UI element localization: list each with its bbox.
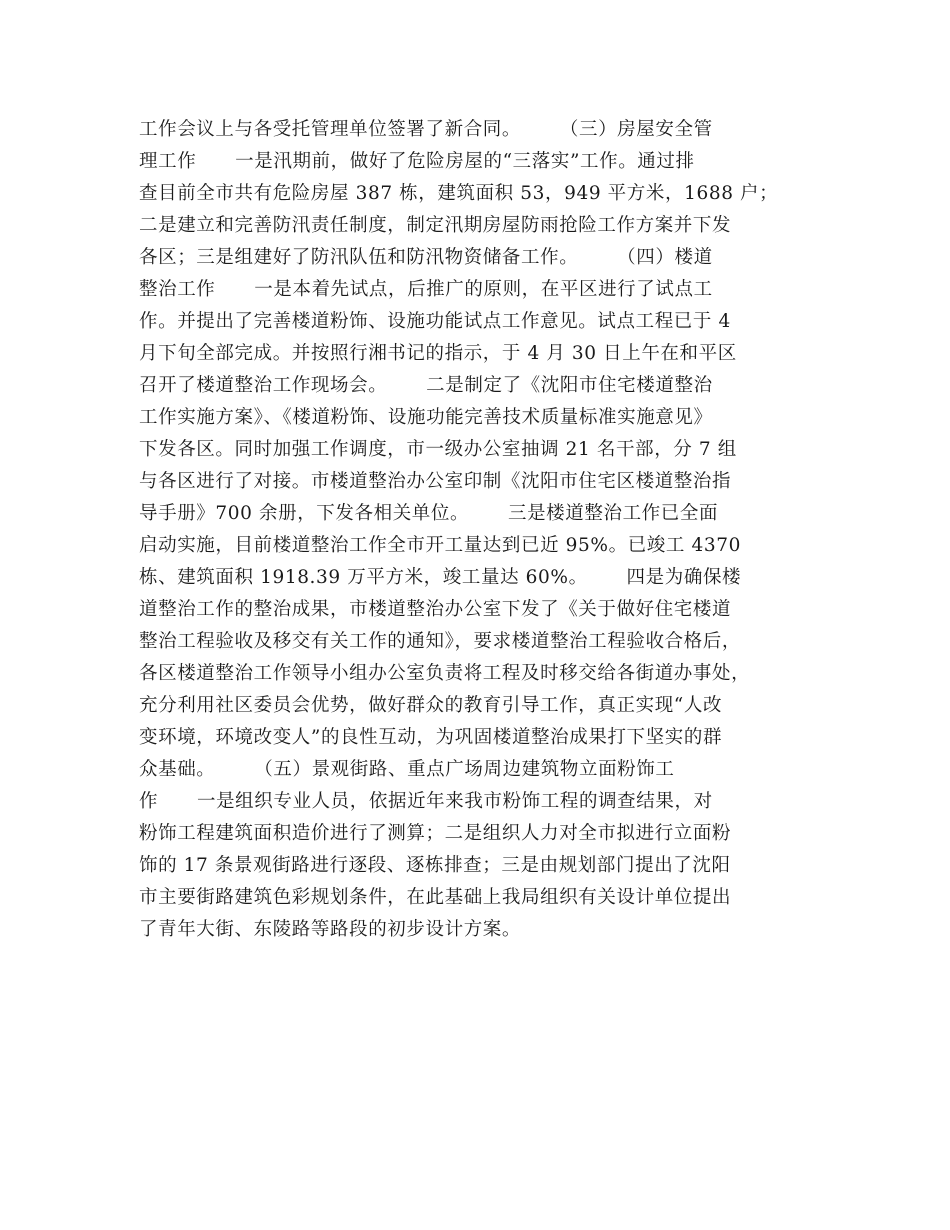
text-line: 变环境，环境改变人”的良性互动，为巩固楼道整治成果打下坚实的群 [139,727,723,748]
text-line: 各区楼道整治工作领导小组办公室负责将工程及时移交给各街道办事处， [139,663,751,684]
text-line: 启动实施，目前楼道整治工作全市开工量达到已近 95%。已竣工 4370 [139,535,741,556]
text-line: 作。并提出了完善楼道粉饰、设施功能试点工作意见。试点工程已于 4 [139,311,731,332]
text-line: 粉饰工程建筑面积造价进行了测算；二是组织人力对全市拟进行立面粉 [139,823,732,844]
text-line: 月下旬全部完成。并按照行湘书记的指示，于 4 月 30 日上午在和平区 [139,343,737,364]
text-line: 整治工作 一是本着先试点，后推广的原则，在平区进行了试点工 [139,279,713,300]
text-line: 了青年大街、东陵路等路段的初步设计方案。 [139,919,522,940]
text-line: 饰的 17 条景观街路进行逐段、逐栋排查；三是由规划部门提出了沈阳 [139,855,731,876]
text-line: 二是建立和完善防汛责任制度，制定汛期房屋防雨抢险工作方案并下发 [139,215,732,236]
text-line: 道整治工作的整治成果，市楼道整治办公室下发了《关于做好住宅楼道 [139,599,732,620]
text-line: 下发各区。同时加强工作调度，市一级办公室抽调 21 名干部，分 7 组 [139,439,737,460]
text-line: 作 一是组织专业人员，依据近年来我市粉饰工程的调查结果，对 [139,791,713,812]
text-line: 充分利用社区委员会优势，做好群众的教育引导工作，真正实现“人改 [139,695,723,716]
text-line: 整治工程验收及移交有关工作的通知》，要求楼道整治工程验收合格后， [139,631,741,652]
text-line: 栋、建筑面积 1918.39 万平方米，竣工量达 60%。 四是为确保楼 [139,567,742,588]
text-line: 各区；三是组建好了防汛队伍和防汛物资储备工作。 （四）楼道 [139,247,713,268]
text-line: 工作会议上与各受托管理单位签署了新合同。 （三）房屋安全管 [139,119,713,140]
text-line: 工作实施方案》、《楼道粉饰、设施功能完善技术质量标准实施意见》 [139,407,713,428]
text-line: 理工作 一是汛期前，做好了危险房屋的“三落实”工作。通过排 [139,151,695,172]
text-line: 召开了楼道整治工作现场会。 二是制定了《沈阳市住宅楼道整治 [139,375,713,396]
body-text [139,114,819,946]
text-line: 查目前全市共有危险房屋 387 栋，建筑面积 53，949 平方米，1688 户； [139,183,779,204]
text-line: 导手册》700 余册，下发各相关单位。 三是楼道整治工作已全面 [139,503,719,524]
text-line: 众基础。 （五）景观街路、重点广场周边建筑物立面粉饰工 [139,759,675,780]
text-line: 市主要街路建筑色彩规划条件，在此基础上我局组织有关设计单位提出 [139,887,732,908]
text-line: 与各区进行了对接。市楼道整治办公室印制《沈阳市住宅区楼道整治指 [139,471,732,492]
